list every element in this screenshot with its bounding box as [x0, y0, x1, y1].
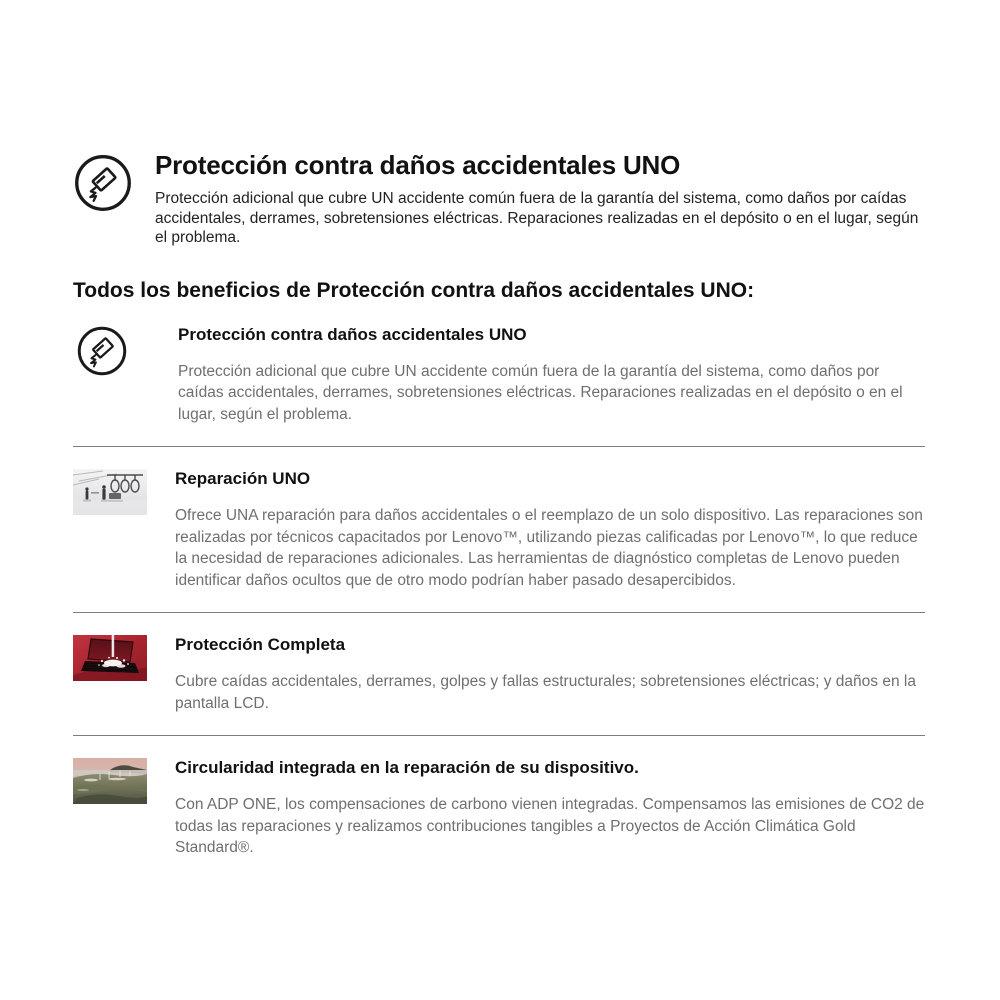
benefit-row-adp-uno: [73, 303, 925, 447]
benefit-title: Protección contra daños accidentales UNO: [178, 324, 527, 344]
adp-header: [73, 150, 925, 248]
adp-uno-page: [73, 0, 925, 880]
benefit-row-circularidad: [73, 736, 925, 880]
benefits-heading: Todos los beneficios de Protección contra daños accidentales UNO:: [73, 278, 755, 302]
benefit-title: Reparación UNO: [175, 469, 311, 488]
benefit-copy: [175, 758, 925, 859]
benefit-list: [73, 303, 925, 880]
benefit-copy: [175, 469, 925, 591]
header-description: Protección adicional que cubre UN accidente común fuera de la garantía del sistema, como daños por caídas accidentales, derrames, sobretensiones eléctricas. Reparaciones realizadas en el depósito o en el lugar, según el problema.: [155, 190, 919, 246]
adp-falling-laptop-icon: [73, 325, 150, 377]
benefit-title: Protección Completa: [175, 635, 346, 654]
benefit-description: Con ADP ONE, los compensaciones de carbono vienen integradas. Compensamos las emisiones de CO2 de todas las reparaciones y realizamos contribuciones tangibles a Proyectos de Acción Climática Gold Standard®.: [175, 796, 925, 856]
benefit-copy: [175, 635, 925, 714]
adp-falling-laptop-icon: [73, 153, 133, 213]
benefit-description: Protección adicional que cubre UN accidente común fuera de la garantía del sistema, como daños por caídas accidentales, derrames, sobretensiones eléctricas. Reparaciones realizadas en el depósito o en el lugar, según el problema.: [178, 362, 903, 423]
benefit-description: Ofrece UNA reparación para daños accidentales o el reemplazo de un solo dispositivo. Las reparaciones son realizadas por técnicos capacitados por Lenovo™, utilizando piezas calificadas por Lenovo™, lo que reduce la necesidad de reparaciones adicionales. Las herramientas de diagnóstico completas de Lenovo pueden identificar daños ocultos que de otro modo podrían haber pasado desapercibidos.: [175, 507, 923, 589]
benefit-copy: [178, 325, 925, 426]
benefit-title: Circularidad integrada en la reparación de su dispositivo.: [175, 758, 639, 777]
laptop-water-spill-photo: [73, 635, 147, 681]
benefit-row-reparacion-uno: [73, 447, 925, 612]
repair-facility-photo: [73, 469, 147, 515]
benefit-description: Cubre caídas accidentales, derrames, golpes y fallas estructurales; sobretensiones eléctricas; y daños en la pantalla LCD.: [175, 673, 916, 712]
aerial-coastline-photo: [73, 758, 147, 804]
benefit-row-proteccion-completa: [73, 613, 925, 735]
header-copy: [155, 150, 925, 248]
page-title: Protección contra daños accidentales UNO: [155, 150, 681, 180]
